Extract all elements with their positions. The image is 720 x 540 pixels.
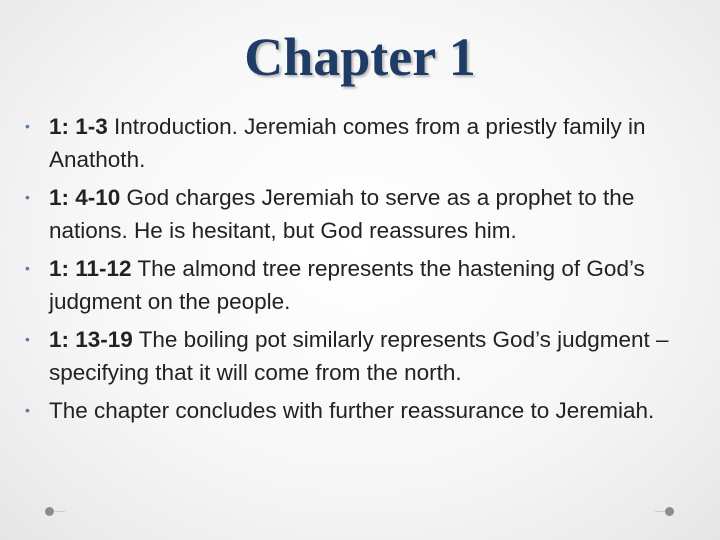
bullet-item — [22, 110, 712, 176]
footer-dot-left-icon — [45, 507, 54, 516]
bullet-item — [22, 252, 712, 318]
bullet-text: God charges Jeremiah to serve as a prophet to the nations. He is hesitant, but God reassures him. — [49, 185, 635, 243]
footer-line-right — [655, 511, 665, 512]
bullet-item — [22, 181, 712, 247]
bullet-text: The almond tree represents the hastening of God’s judgment on the people. — [49, 256, 645, 314]
footer-line-left — [55, 511, 65, 512]
verse-reference: 1: 4-10 — [49, 185, 121, 210]
bullet-text: The boiling pot similarly represents God’s judgment – specifying that it will come from the north. — [49, 327, 669, 385]
bullet-item — [22, 394, 712, 427]
verse-reference: 1: 11-12 — [49, 256, 132, 281]
bullet-text: Introduction. Jeremiah comes from a priestly family in Anathoth. — [49, 114, 646, 172]
bullet-dot-icon: • — [25, 331, 30, 347]
verse-reference: 1: 13-19 — [49, 327, 133, 352]
bullet-dot-icon: • — [25, 402, 30, 418]
bullet-dot-icon: • — [25, 189, 30, 205]
slide-title: Chapter 1 — [244, 27, 476, 87]
bullet-list — [22, 110, 712, 432]
verse-reference: 1: 1-3 — [49, 114, 108, 139]
bullet-dot-icon: • — [25, 260, 30, 276]
bullet-item — [22, 323, 712, 389]
bullet-dot-icon: • — [25, 118, 30, 134]
bullet-text: The chapter concludes with further reassurance to Jeremiah. — [49, 398, 655, 423]
footer-dot-right-icon — [665, 507, 674, 516]
